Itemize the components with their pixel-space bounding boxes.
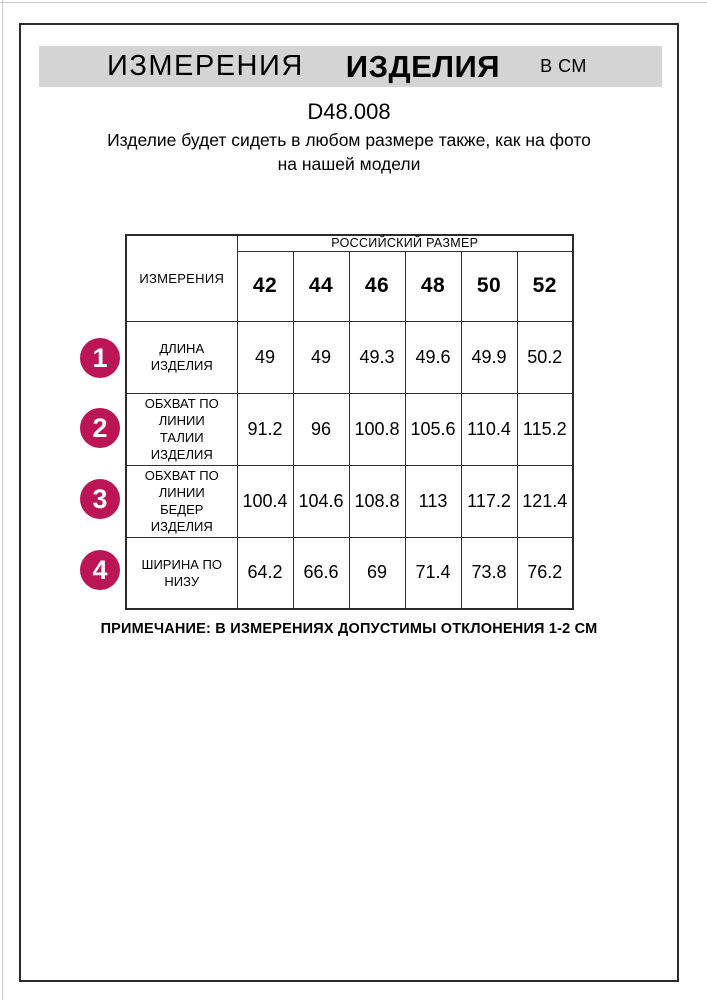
value-cell: 100.4 [237, 465, 293, 537]
header-title-product: ИЗДЕЛИЯ [345, 48, 501, 84]
size-header-46: 46 [349, 251, 405, 321]
russian-size-group-header: РОССИЙСКИЙ РАЗМЕР [237, 235, 573, 251]
row-label-waist: ОБХВАТ ПО ЛИНИИ ТАЛИИ ИЗДЕЛИЯ [126, 393, 237, 465]
size-header-50: 50 [461, 251, 517, 321]
value-cell: 76.2 [517, 537, 573, 609]
value-cell: 69 [349, 537, 405, 609]
table-row-length [126, 321, 573, 393]
measurements-column-header: ИЗМЕРЕНИЯ [126, 235, 237, 321]
value-cell: 115.2 [517, 393, 573, 465]
table-row-hips [126, 465, 573, 537]
header-title-measurements: ИЗМЕРЕНИЯ [107, 50, 304, 82]
table-row-waist [126, 393, 573, 465]
table-row-bottom-width [126, 537, 573, 609]
size-header-42: 42 [237, 251, 293, 321]
value-cell: 50.2 [517, 321, 573, 393]
tolerance-note: ПРИМЕЧАНИЕ: В ИЗМЕРЕНИЯХ ДОПУСТИМЫ ОТКЛОНЕНИЯ 1-2 СМ [100, 621, 598, 637]
scan-edge-left [2, 0, 3, 1000]
size-header-44: 44 [293, 251, 349, 321]
value-cell: 64.2 [237, 537, 293, 609]
value-cell: 100.8 [349, 393, 405, 465]
step-badge-4: 4 [80, 550, 120, 590]
value-cell: 73.8 [461, 537, 517, 609]
step-badge-3: 3 [80, 479, 120, 519]
value-cell: 66.6 [293, 537, 349, 609]
size-header-52: 52 [517, 251, 573, 321]
header-unit-label: В СМ [540, 56, 587, 76]
value-cell: 117.2 [461, 465, 517, 537]
value-cell: 121.4 [517, 465, 573, 537]
value-cell: 49 [237, 321, 293, 393]
value-cell: 105.6 [405, 393, 461, 465]
row-label-bottom-width: ШИРИНА ПО НИЗУ [126, 537, 237, 609]
step-badge-1: 1 [80, 338, 120, 378]
row-label-length: ДЛИНА ИЗДЕЛИЯ [126, 321, 237, 393]
size-header-48: 48 [405, 251, 461, 321]
value-cell: 49 [293, 321, 349, 393]
value-cell: 49.9 [461, 321, 517, 393]
value-cell: 49.3 [349, 321, 405, 393]
value-cell: 110.4 [461, 393, 517, 465]
scan-edge-top [0, 2, 707, 3]
row-label-hips: ОБХВАТ ПО ЛИНИИ БЕДЕР ИЗДЕЛИЯ [126, 465, 237, 537]
table-group-header-row [126, 235, 573, 251]
value-cell: 113 [405, 465, 461, 537]
subtitle-line-2: на нашей модели [277, 153, 421, 174]
value-cell: 108.8 [349, 465, 405, 537]
subtitle [19, 129, 679, 176]
value-cell: 104.6 [293, 465, 349, 537]
value-cell: 71.4 [405, 537, 461, 609]
size-table [125, 234, 574, 610]
value-cell: 49.6 [405, 321, 461, 393]
subtitle-line-1: Изделие будет сидеть в любом размере также, как на фото [107, 130, 591, 150]
value-cell: 96 [293, 393, 349, 465]
product-code: D48.008 [307, 99, 391, 124]
header-bar [39, 46, 662, 87]
value-cell: 91.2 [237, 393, 293, 465]
step-badge-2: 2 [80, 408, 120, 448]
